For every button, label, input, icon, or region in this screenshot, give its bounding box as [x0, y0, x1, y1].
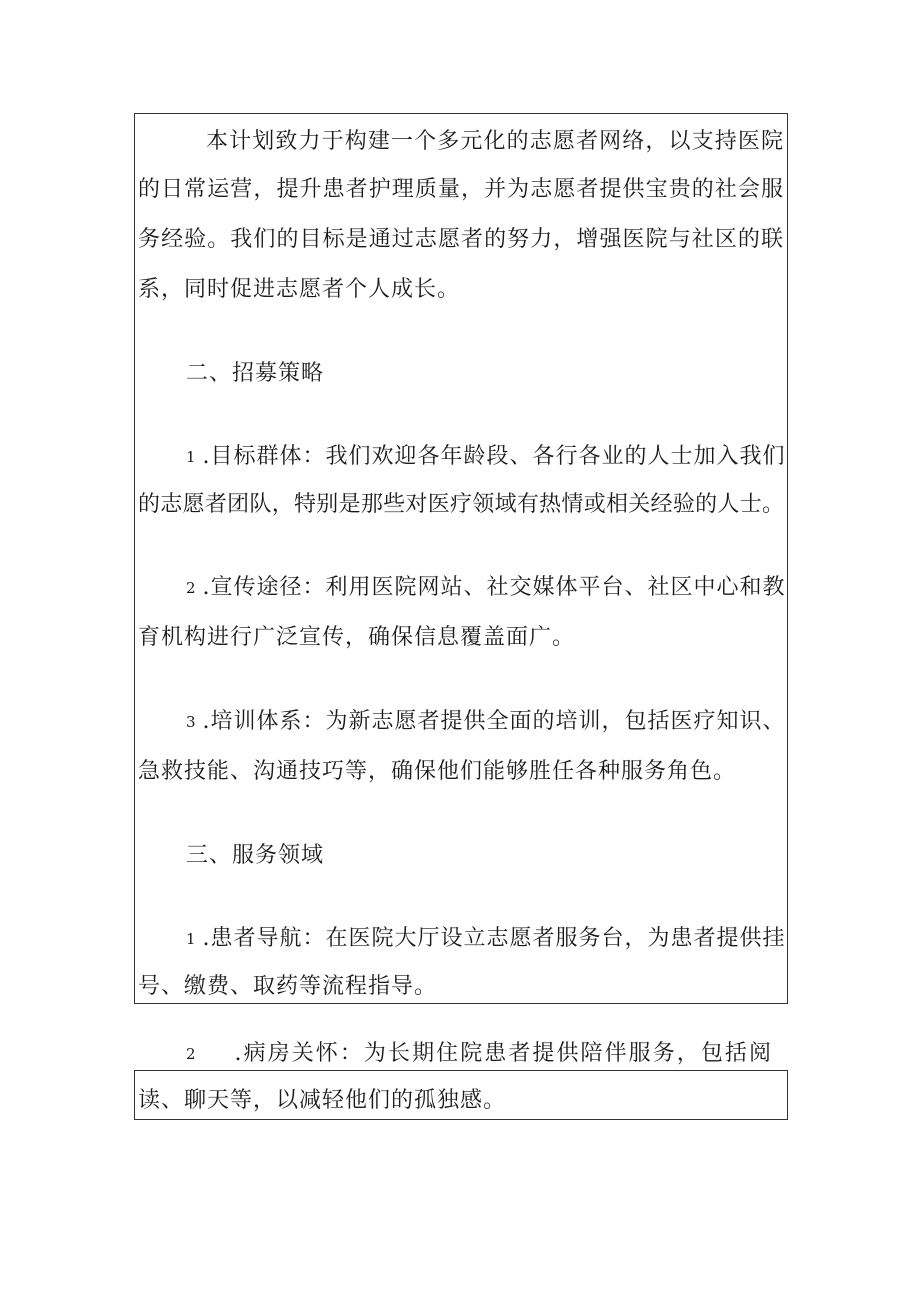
- item-text: .患者导航：在医院大厅设立志愿者服务台，为患者提供挂: [202, 926, 786, 951]
- recruit-item-2-line-1: [186, 574, 784, 602]
- recruit-item-3-line-1: [186, 708, 784, 736]
- item-text: .宣传途径：利用医院网站、社交媒体平台、社区中心和教: [202, 575, 786, 600]
- item-number: 2: [186, 1045, 197, 1063]
- service-item-2-line-2: 读、聊天等，以减轻他们的孤独感。: [138, 1088, 507, 1113]
- service-item-1-line-2: 号、缴费、取药等流程指导。: [138, 974, 438, 999]
- recruit-item-1-line-2: 的志愿者团队，特别是那些对医疗领域有热情或相关经验的人士。: [138, 492, 784, 517]
- recruit-item-3-line-2: 急救技能、沟通技巧等，确保他们能够胜任各种服务角色。: [138, 759, 737, 784]
- recruit-item-1-line-1: [186, 443, 784, 471]
- item-number: 3: [186, 713, 197, 731]
- intro-line-1: 本计划致力于构建一个多元化的志愿者网络，以支持医院: [206, 129, 784, 154]
- section-heading-recruitment: 二、招募策略: [186, 361, 325, 386]
- item-text: .培训体系：为新志愿者提供全面的培训，包括医疗知识、: [202, 709, 786, 734]
- intro-line-2: 的日常运营，提升患者护理质量，并为志愿者提供宝贵的社会服: [138, 177, 784, 202]
- service-item-2-line-1: [186, 1040, 772, 1068]
- recruit-item-2-line-2: 育机构进行广泛宣传，确保信息覆盖面广。: [138, 625, 576, 650]
- intro-line-4: 系，同时促进志愿者个人成长。: [138, 277, 461, 302]
- item-text: .病房关怀：为长期住院患者提供陪伴服务，包括阅: [234, 1041, 772, 1066]
- item-text: .目标群体：我们欢迎各年龄段、各行各业的人士加入我们: [202, 444, 786, 469]
- item-number: 2: [186, 579, 197, 597]
- section-heading-service-areas: 三、服务领域: [186, 843, 325, 868]
- service-item-1-line-1: [186, 925, 784, 953]
- intro-line-3: 务经验。我们的目标是通过志愿者的努力，增强医院与社区的联: [138, 227, 784, 252]
- item-number: 1: [186, 448, 197, 466]
- item-number: 1: [186, 930, 197, 948]
